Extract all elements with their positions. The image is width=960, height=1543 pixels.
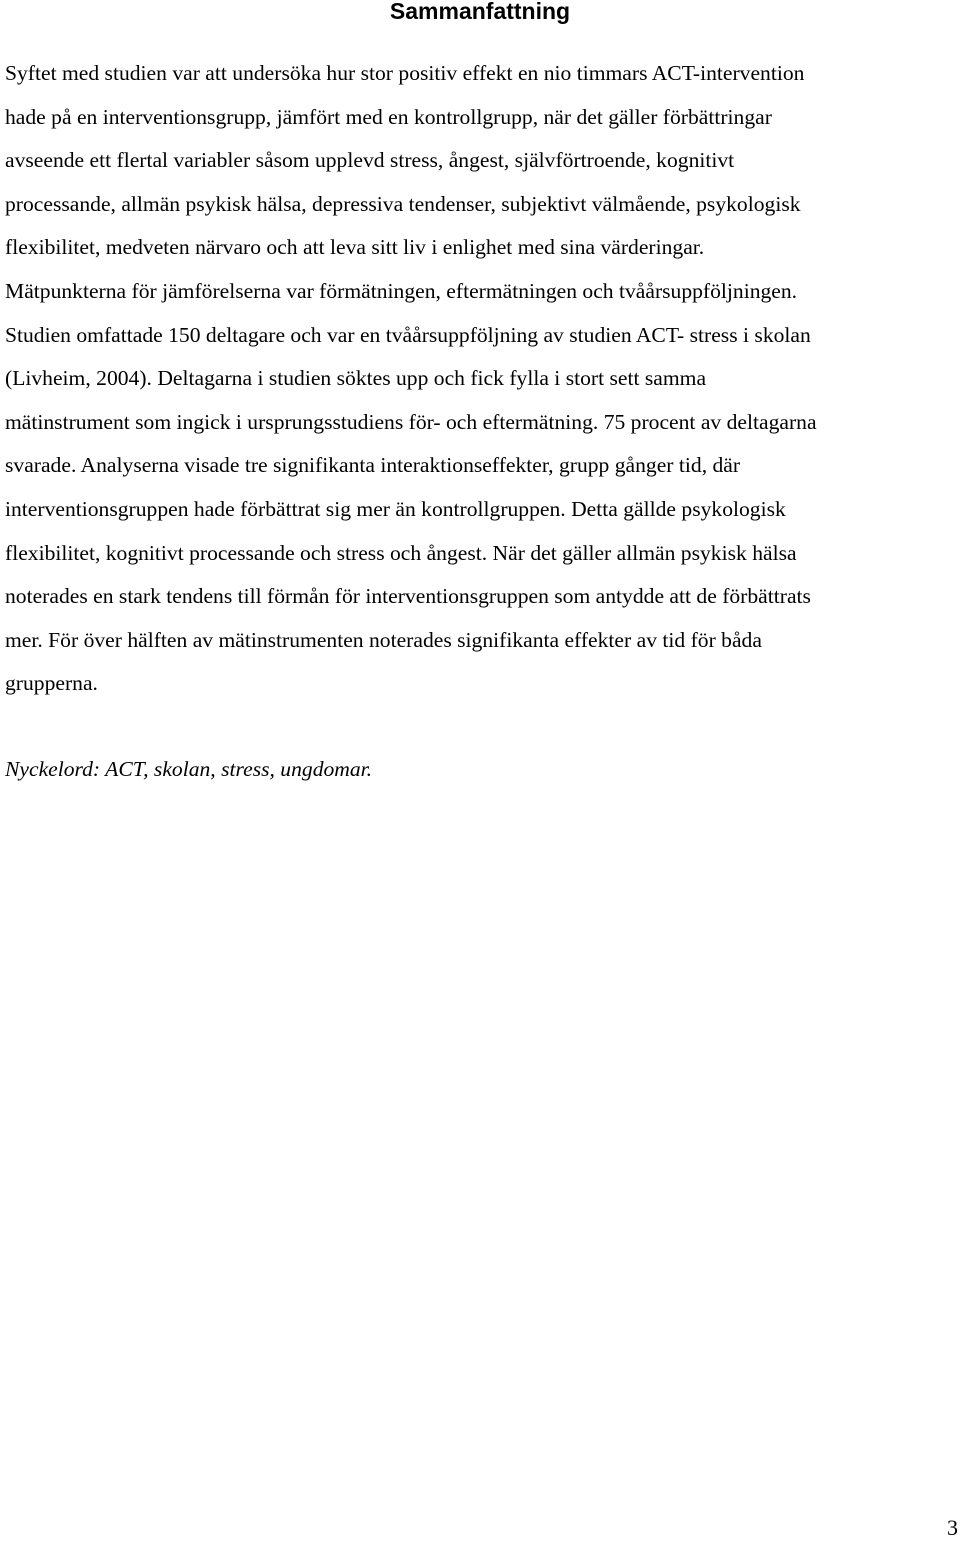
abstract-line: interventionsgruppen hade förbättrat sig mer än kontrollgruppen. Detta gällde psykologisk bbox=[5, 496, 786, 521]
page-number: 3 bbox=[947, 1515, 958, 1540]
abstract-line: noterades en stark tendens till förmån för interventionsgruppen som antydde att de förbättrats bbox=[5, 584, 811, 609]
keywords: Nyckelord: ACT, skolan, stress, ungdomar. bbox=[5, 757, 373, 781]
abstract-line: svarade. Analyserna visade tre signifikanta interaktionseffekter, grupp gånger tid, där bbox=[5, 453, 741, 478]
abstract-line: processande, allmän psykisk hälsa, depressiva tendenser, subjektivt välmående, psykologisk bbox=[5, 191, 801, 216]
abstract-line: mer. För över hälften av mätinstrumenten noterades signifikanta effekter av tid för båda bbox=[5, 627, 762, 652]
abstract-line: avseende ett flertal variabler såsom upplevd stress, ångest, självförtroende, kognitivt bbox=[5, 148, 735, 173]
abstract-line: grupperna. bbox=[5, 671, 98, 696]
abstract-line: hade på en interventionsgrupp, jämfört med en kontrollgrupp, när det gäller förbättringar bbox=[5, 104, 772, 129]
abstract-line: Studien omfattade 150 deltagare och var en tvåårsuppföljning av studien ACT- stress i skolan bbox=[5, 322, 811, 347]
abstract-line: flexibilitet, medveten närvaro och att leva sitt liv i enlighet med sina värderingar. bbox=[5, 235, 705, 260]
section-heading: Sammanfattning bbox=[389, 0, 571, 24]
abstract-line: Mätpunkterna för jämförelserna var förmätningen, eftermätningen och tvåårsuppföljningen. bbox=[5, 278, 798, 303]
abstract-line: mätinstrument som ingick i ursprungsstudiens för- och eftermätning. 75 procent av deltagarna bbox=[5, 409, 817, 434]
abstract-line: Syftet med studien var att undersöka hur stor positiv effekt en nio timmars ACT-intervention bbox=[5, 61, 805, 85]
abstract-line: (Livheim, 2004). Deltagarna i studien söktes upp och fick fylla i stort sett samma bbox=[5, 366, 707, 391]
abstract-paragraph bbox=[5, 52, 957, 706]
abstract-line: flexibilitet, kognitivt processande och stress och ångest. När det gäller allmän psykisk hälsa bbox=[5, 540, 797, 565]
